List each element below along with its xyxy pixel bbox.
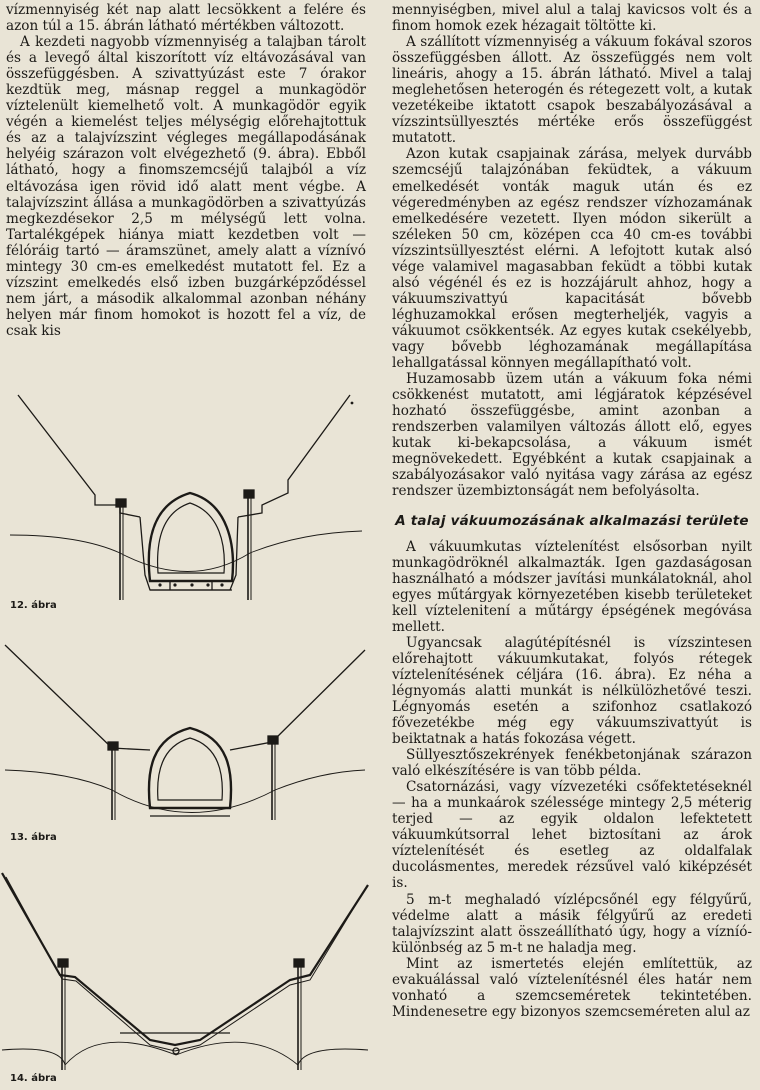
- trench-section-drawing-14: [0, 865, 370, 1075]
- paragraph: Süllyesztőszekrények fenékbetonjának szárazon való elkészítésére is van több példa.: [392, 747, 752, 780]
- paragraph: A szállított vízmennyiség a vákuum fokával szoros összefüggésben állott. Az összefüggés nem volt lineáris, ahogy a 15. ábrán látható. Mivel a talaj meglehetősen heterogén és rétegezett volt, a kutak vezetékeibe iktatott csapok beszabályozásával a vízszintsüllyesztés mértéke erős összefüggést mutatott.: [392, 34, 752, 147]
- figure-caption: 14. ábra: [10, 1073, 57, 1084]
- paragraph: Huzamosabb üzem után a vákuum foka némi csökkenést mutatott, ami légjáratok képzésével hozható összefüggésbe, amint azonban a rendszerben valamilyen változás állott elő, egyes kutak ki-bekapcsolása, a vákuum ismét megnövekedett. Egyébként a kutak csapjainak a szabályozásakor való nyitása vagy zárása az egész rendszer üzembiztonságát nem befolyásolta.: [392, 371, 752, 500]
- tunnel-section-drawing-12: [0, 385, 370, 615]
- section-heading: A talaj vákuumozásának alkalmazási területe: [395, 513, 749, 530]
- figure-12: [0, 385, 370, 630]
- right-text-column: [392, 2, 752, 1020]
- figure-14: [0, 865, 370, 1090]
- left-text-column: [6, 2, 366, 339]
- paragraph: Csatornázási, vagy vízvezetéki csőfektetéseknél — ha a munkaárok szélessége mintegy 2,5 méterig terjed — az egyik oldalon lefektetett vákuumkútsorral lehet biztosítani az árok víztelenítését és esetleg az oldalfalak ducolásmentes, meredek rézsűvel való kiképzését is.: [392, 779, 752, 892]
- paragraph: mennyiségben, mivel alul a talaj kavicsos volt és a finom homok ezek hézagait töltötte ki.: [392, 2, 752, 35]
- paragraph: A vákuumkutas víztelenítést elsősorban nyilt munkagödröknél alkalmazták. Igen gazdaságosan használható a módszer javítási munkálatoknál, ahol egyes műtárgyak környezetében kisebb területeket kell víztelenitení a műtárgy épségének megóvása mellett.: [392, 538, 752, 635]
- paragraph: vízmennyiség két nap alatt lecsökkent a felére és azon túl a 15. ábrán látható mértékben változott.: [6, 2, 366, 35]
- paragraph: Azon kutak csapjainak zárása, melyek durvább szemcséjű talajzónában feküdtek, a vákuum emelkedését vonták maguk után és ez végeredményben az egész rendszer vízhozamának emelkedésére vezetett. Ilyen módon sikerült a széleken 50 cm, középen cca 40 cm-es további vízszintsüllyesztést elérni. A lefojtott kutak alsó vége valamivel magasabban feküdt a többi kutak alsó végénél és ez is hozzájárult ahhoz, hogy a vákuumszivattyú kapacitását bővebb léghuzamokkal erősen megterheljék, vagyis a vákuumot csökkentsék. Az egyes kutak csekélyebb, vagy bővebb léghozamának megállapítása lehallgatással könnyen megállapítható volt.: [392, 146, 752, 372]
- figure-caption: 12. ábra: [10, 600, 57, 611]
- tunnel-section-drawing-13: [0, 640, 370, 835]
- paragraph: 5 m-t meghaladó vízlépcsőnél egy félgyűrű, védelme alatt a másik félgyűrű az eredeti talajvízszint alatt összeállítható úgy, hogy a vízníó-különbség az 5 m-t ne haladja meg.: [392, 891, 752, 956]
- paragraph: A kezdeti nagyobb vízmennyiség a talajban tárolt és a levegő által kiszorított víz eltávozásával van összefüggésben. A szivattyúzást este 7 órakor kezdtük meg, másnap reggel a munkagödör víztelenült kiemelhető volt. A munkagödör egyik végén a kiemelést teljes mélységig előrehajtottuk és az a talajvízszint végleges megállapodásának helyéig szárazon volt elvégezhető (9. ábra). Ebből látható, hogy a finomszemcséjű talajból a víz eltávozása igen rövid idő alatt ment végbe. A talajvízszint állása a munkagödörben a szivattyúzás megkezdésekor 2,5 m mélységű lett volna. Tartalékgépek hiánya miatt kezdetben volt — félóráig tartó — áramszünet, amely alatt a víznívó mintegy 30 cm-es emelkedést mutatott fel. Ez a vízszint emelkedés első izben buzgárképződéssel nem járt, a második alkalommal azonban néhány helyen már finom homokot is hozott fel a víz, de csak kis: [6, 34, 366, 339]
- figure-13: [0, 640, 370, 855]
- figure-caption: 13. ábra: [10, 832, 57, 843]
- paragraph: Mint az ismertetés elején említettük, az evakuálással való víztelenítésnél éles határ nem vonható a szemcseméretek tekintetében. Mindenesetre egy bizonyos szemcseméreten alul az: [392, 955, 752, 1020]
- paragraph: Ugyancsak alagútépítésnél is vízszintesen előrehajtott vákuumkutakat, folyós rétegek víztelenítésének céljára (16. ábra). Ez néha a légnyomás alatti munkát is nélkülözhetővé teszi. Légnyomás esetén a szifonhoz csatlakozó fővezetékbe még egy vákuumszivattyút is beiktatnak a hatás fokozása végett.: [392, 634, 752, 748]
